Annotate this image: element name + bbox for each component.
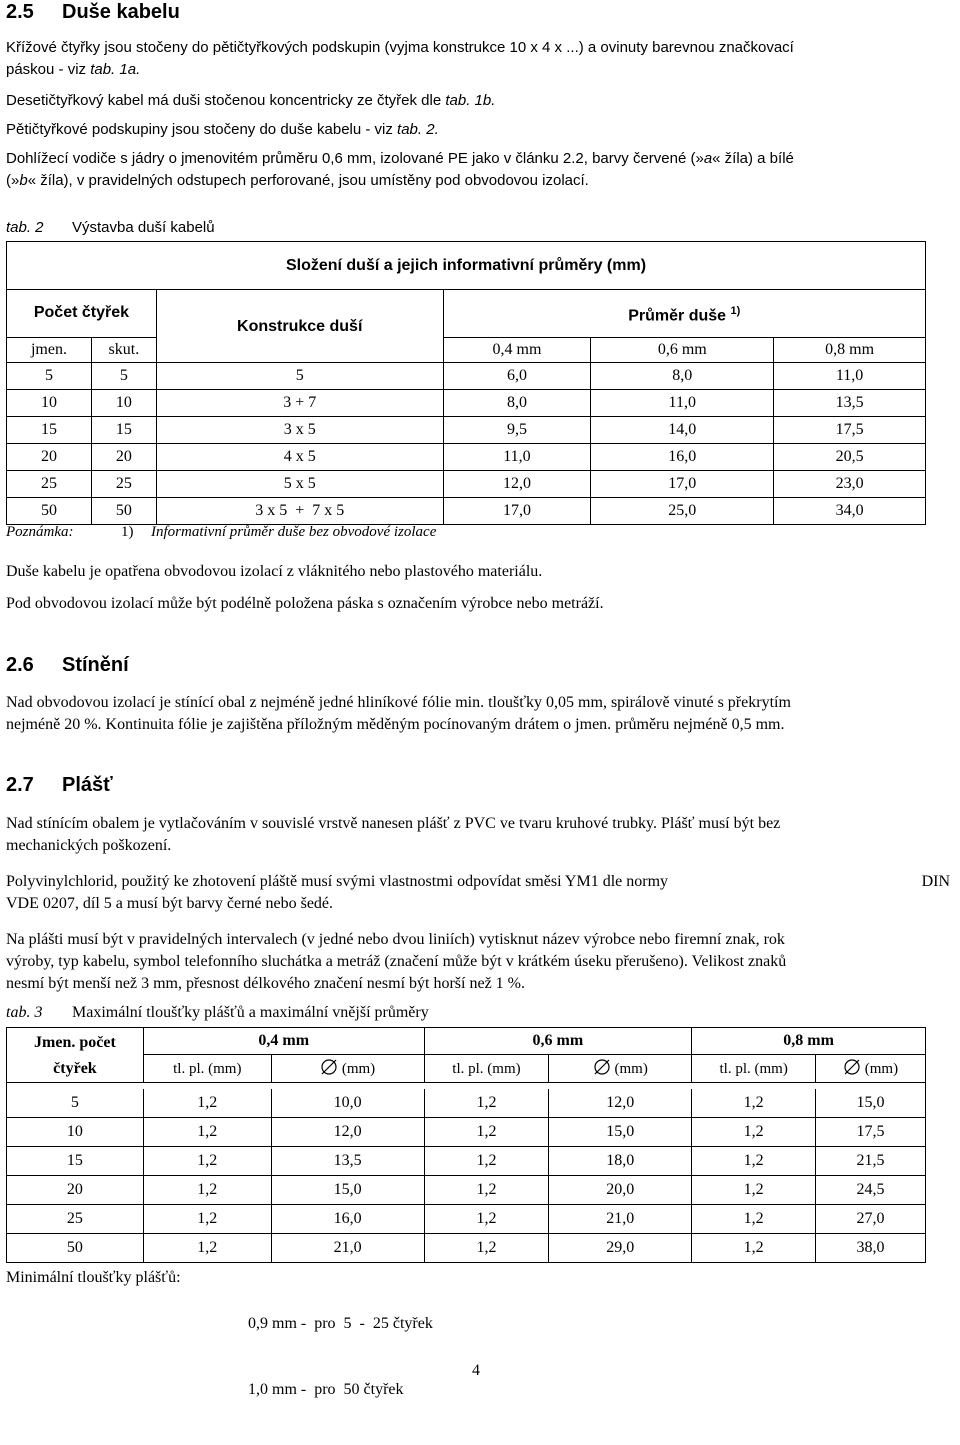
table-cell: 10,0 [271, 1089, 424, 1118]
table-cell: 1,2 [424, 1205, 549, 1234]
unit: (mm) [614, 1060, 648, 1077]
text: páskou - viz [6, 61, 91, 78]
table-cell: 24,5 [816, 1176, 926, 1205]
text: Polyvinylchlorid, použitý ke zhotovení pláště musí svými vlastnostmi odpovídat směsi YM1 dle normy [6, 873, 669, 890]
table-cell: 17,5 [816, 1118, 926, 1147]
table-cell: 15 [7, 1147, 144, 1176]
table-cell: 21,0 [271, 1234, 424, 1263]
header-thickness: tl. pl. (mm) [692, 1055, 816, 1083]
table-cell: 1,2 [424, 1176, 549, 1205]
table-row [7, 1147, 926, 1176]
text: « žíla), v pravidelných odstupech perforované, jsou umístěny pod obvodovou izolací. [27, 172, 589, 189]
table-cell: 10 [91, 390, 156, 417]
table-cell: 25 [7, 471, 92, 498]
table-cell: 4 x 5 [156, 444, 443, 471]
table-cell: 50 [7, 1234, 144, 1263]
table-cell: 1,2 [143, 1089, 271, 1118]
table-cell: 21,5 [816, 1147, 926, 1176]
section-heading-2-5 [6, 1, 180, 24]
table-cell: 16,0 [591, 444, 774, 471]
table-reference: tab. 1a. [90, 61, 141, 78]
header-construction-empty [156, 338, 443, 363]
paragraph: výroby, typ kabelu, symbol telefonního sluchátka a metráž (značení může být v krátkém úseku přerušeno). Velikost znaků [6, 953, 787, 970]
table-cell: 1,2 [692, 1118, 816, 1147]
table-cell: 11,0 [591, 390, 774, 417]
table-cell: 50 [91, 498, 156, 525]
min-value-1: 0,9 mm - pro 5 - 25 čtyřek [248, 1315, 433, 1332]
table-cell: 13,5 [774, 390, 926, 417]
header-outer-diameter [549, 1055, 692, 1083]
table-cell: 16,0 [271, 1205, 424, 1234]
section-2-5-body [6, 37, 956, 192]
table-cell: 3 x 5 + 7 x 5 [156, 498, 443, 525]
header-d2: 0,6 mm [591, 338, 774, 363]
min-value-2: 1,0 mm - pro 50 čtyřek [248, 1381, 404, 1398]
table-cell: 12,0 [549, 1089, 692, 1118]
table-note [6, 524, 436, 541]
paragraph [6, 170, 956, 192]
table-cell: 1,2 [143, 1205, 271, 1234]
table-label: tab. 2 [6, 219, 44, 236]
table-row [7, 498, 926, 525]
header-d1: 0,4 mm [143, 1028, 424, 1055]
unit: (mm) [864, 1060, 899, 1077]
table-cell: 20,0 [549, 1176, 692, 1205]
table-cell: 1,2 [143, 1176, 271, 1205]
section-title: Plášť [62, 774, 113, 796]
table-subheader [7, 1055, 926, 1083]
paragraph [6, 37, 956, 59]
table-cell: 38,0 [816, 1234, 926, 1263]
text: b [19, 172, 28, 189]
table-reference: tab. 2. [397, 121, 439, 138]
table-cell: 15,0 [816, 1089, 926, 1118]
text: Dohlížecí vodiče s jádry o jmenovitém průměru 0,6 mm, izolované PE jako v článku 2.2, barvy červené (» [6, 150, 704, 167]
header-d3: 0,8 mm [774, 338, 926, 363]
section-number: 2.5 [6, 1, 34, 23]
table-cell: 23,0 [774, 471, 926, 498]
table-cell: 12,0 [443, 471, 591, 498]
table-cell: 12,0 [271, 1118, 424, 1147]
table-cell: 20 [7, 1176, 144, 1205]
core-insulation-text [6, 561, 956, 615]
table-cell: 1,2 [692, 1089, 816, 1118]
min-values [248, 1269, 433, 1445]
text: Pětičtyřkové podskupiny jsou stočeny do duše kabelu - viz [6, 121, 398, 138]
paragraph: Pod obvodovou izolací může být podélně položena páska s označením výrobce nebo metráží. [6, 595, 604, 612]
table-cell: 5 [7, 1089, 144, 1118]
section-heading-2-7 [6, 774, 113, 797]
table-cell: 1,2 [692, 1176, 816, 1205]
table-cell: 8,0 [591, 363, 774, 390]
table-cell: 8,0 [443, 390, 591, 417]
footnote-marker: 1) [730, 304, 741, 317]
header-d1: 0,4 mm [443, 338, 591, 363]
text: DIN [921, 873, 950, 890]
paragraph: VDE 0207, díl 5 a musí být barvy černé nebo šedé. [6, 895, 334, 912]
caption-text: Výstavba duší kabelů [72, 219, 215, 236]
table-cell: 10 [7, 1118, 144, 1147]
table-row [7, 1118, 926, 1147]
table-header-main: Složení duší a jejich informativní průměry (mm) [7, 242, 926, 290]
unit: (mm) [341, 1060, 376, 1077]
header-d3: 0,8 mm [692, 1028, 926, 1055]
text: (» [6, 172, 20, 189]
header-d2: 0,6 mm [424, 1028, 692, 1055]
table-cell: 21,0 [549, 1205, 692, 1234]
table-cell: 1,2 [692, 1205, 816, 1234]
table-cell: 25,0 [591, 498, 774, 525]
table-cell: 9,5 [443, 417, 591, 444]
table-cell: 5 x 5 [156, 471, 443, 498]
table-cell: 1,2 [424, 1089, 549, 1118]
table-cell: 1,2 [143, 1118, 271, 1147]
table-cell: 1,2 [692, 1147, 816, 1176]
table-cell: 20 [7, 444, 92, 471]
table-cell: 1,2 [692, 1234, 816, 1263]
text: a [703, 150, 713, 167]
table-row [7, 390, 926, 417]
header-skut: skut. [91, 338, 156, 363]
table-cell: 10 [7, 390, 92, 417]
paragraph [6, 148, 956, 170]
table-caption [6, 1004, 429, 1022]
header-count-line-2: čtyřek [53, 1060, 97, 1077]
section-number: 2.6 [6, 654, 34, 676]
section-2-6-body [6, 692, 956, 736]
table-label: tab. 3 [6, 1004, 43, 1021]
header-count-line-1: Jmen. počet [34, 1034, 116, 1051]
table-cell: 1,2 [424, 1147, 549, 1176]
table-cell: 1,2 [424, 1118, 549, 1147]
header-outer-diameter [271, 1055, 424, 1083]
table-reference: tab. 1b. [445, 92, 496, 109]
section-title: Stínění [62, 654, 129, 676]
table-row [7, 1234, 926, 1263]
paragraph: Na plášti musí být v pravidelných intervalech (v jedné nebo dvou liniích) vytisknut název výrobce nebo firemní znak, rok [6, 931, 785, 948]
diameter-symbol-icon [320, 1058, 338, 1076]
header-diameter [443, 290, 925, 338]
table-row [7, 444, 926, 471]
paragraph: Nad stínícím obalem je vytlačováním v souvislé vrstvě nanesen plášť z PVC ve tvaru kruhové trubky. Plášť musí být bez [6, 815, 781, 832]
table-cell: 6,0 [443, 363, 591, 390]
table-cell: 11,0 [443, 444, 591, 471]
table-row [7, 1205, 926, 1234]
table-row [7, 363, 926, 390]
table-row [7, 471, 926, 498]
diameter-symbol-icon [843, 1058, 861, 1076]
table-row [7, 1089, 926, 1118]
text: Desetičtyřkový kabel má duši stočenou koncentricky ze čtyřek dle [6, 92, 446, 109]
paragraph: Nad obvodovou izolací je stínící obal z nejméně jedné hliníkové fólie min. tloušťky 0,05 mm, spirálově vinuté s překrytím [6, 694, 791, 711]
table-cell: 25 [91, 471, 156, 498]
table-cell: 3 + 7 [156, 390, 443, 417]
text: « žíla) a bílé [712, 150, 794, 167]
header-diameter-label: Průměr duše [628, 307, 727, 325]
paragraph [6, 119, 956, 141]
table-cell: 15,0 [271, 1176, 424, 1205]
table-cell: 13,5 [271, 1147, 424, 1176]
table-caption [6, 219, 215, 236]
page-number: 4 [472, 1362, 480, 1379]
table-cell: 3 x 5 [156, 417, 443, 444]
table-cell: 1,2 [143, 1234, 271, 1263]
paragraph [6, 90, 956, 112]
paragraph: nejméně 20 %. Kontinuita fólie je zajištěna příložným měděným pocínovaným drátem o jmen. průměru nejméně 0,5 mm. [6, 716, 785, 733]
table-cell: 18,0 [549, 1147, 692, 1176]
section-number: 2.7 [6, 774, 34, 796]
paragraph [6, 871, 956, 893]
header-thickness: tl. pl. (mm) [143, 1055, 271, 1083]
header-count [7, 1028, 144, 1083]
section-title: Duše kabelu [62, 1, 180, 23]
diameter-symbol-icon [593, 1058, 611, 1076]
table-cell: 15 [91, 417, 156, 444]
min-label: Minimální tloušťky plášťů: [6, 1269, 181, 1286]
table-cell: 25 [7, 1205, 144, 1234]
table-cell: 17,0 [591, 471, 774, 498]
table-core-construction [6, 241, 926, 525]
table-cell: 29,0 [549, 1234, 692, 1263]
table-cell: 11,0 [774, 363, 926, 390]
note-text: Informativní průměr duše bez obvodové izolace [151, 524, 437, 540]
table-cell: 5 [7, 363, 92, 390]
table-cell: 5 [91, 363, 156, 390]
table-cell: 17,5 [774, 417, 926, 444]
table-cell: 5 [156, 363, 443, 390]
text: Křížové čtyřky jsou stočeny do pětičtyřkových podskupin (vyjma konstrukce 10 x 4 x ...) a ovinuty barevnou značkovací [6, 39, 794, 56]
header-outer-diameter [816, 1055, 926, 1083]
table-sheath-thickness [6, 1027, 926, 1263]
table-cell: 15,0 [549, 1118, 692, 1147]
table-cell: 14,0 [591, 417, 774, 444]
table-cell: 1,2 [424, 1234, 549, 1263]
paragraph: Duše kabelu je opatřena obvodovou izolací z vláknitého nebo plastového materiálu. [6, 563, 543, 580]
section-2-7-body [6, 813, 956, 995]
table-row [7, 417, 926, 444]
header-jmen: jmen. [7, 338, 92, 363]
caption-text: Maximální tloušťky plášťů a maximální vnější průměry [72, 1004, 429, 1021]
table-cell: 27,0 [816, 1205, 926, 1234]
table-cell: 15 [7, 417, 92, 444]
table-cell: 20,5 [774, 444, 926, 471]
table-cell: 20 [91, 444, 156, 471]
table-cell: 34,0 [774, 498, 926, 525]
header-count: Počet čtyřek [7, 290, 157, 338]
section-heading-2-6 [6, 654, 129, 677]
header-thickness: tl. pl. (mm) [424, 1055, 549, 1083]
note-number: 1) [121, 524, 134, 540]
table-cell: 50 [7, 498, 92, 525]
header-construction: Konstrukce duší [156, 290, 443, 338]
table-cell: 1,2 [143, 1147, 271, 1176]
paragraph: nesmí být menší než 3 mm, přesnost délkového značení nesmí být horší než 1 %. [6, 975, 525, 992]
note-label: Poznámka: [6, 524, 74, 540]
paragraph [6, 59, 956, 81]
table-row [7, 1176, 926, 1205]
table-cell: 17,0 [443, 498, 591, 525]
paragraph: mechanických poškození. [6, 837, 172, 854]
